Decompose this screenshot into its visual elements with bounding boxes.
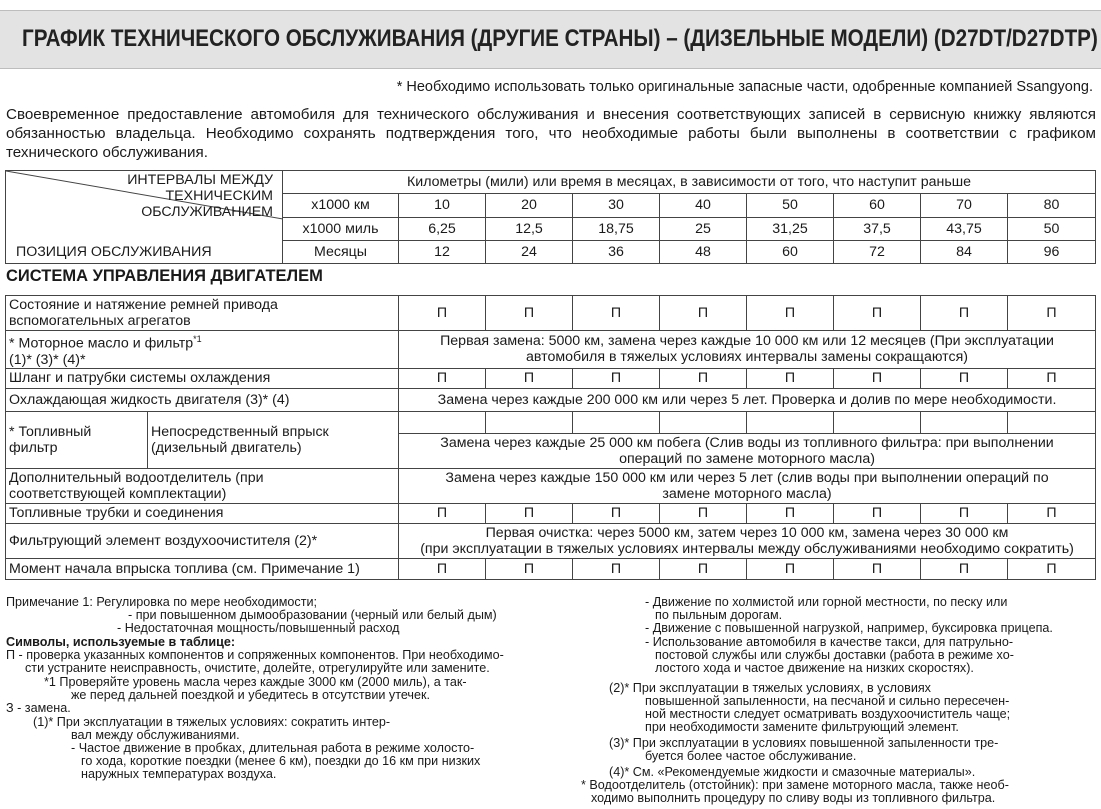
miles-value: 50 xyxy=(1008,217,1096,240)
check-mark: П xyxy=(573,558,660,579)
fuel-sub-label-1: Непосредственный впрыск xyxy=(151,423,329,440)
miles-value: 43,75 xyxy=(921,217,1008,240)
row-label-months: Месяцы xyxy=(283,240,399,263)
note-line: - Движение по холмистой или горной местности, по песку или xyxy=(645,595,1008,609)
belt-label-1: Состояние и натяжение ремней привода xyxy=(9,297,278,313)
section-title: СИСТЕМА УПРАВЛЕНИЯ ДВИГАТЕЛЕМ xyxy=(6,267,323,285)
note-line: З - замена. xyxy=(6,701,71,715)
months-value: 96 xyxy=(1008,240,1096,263)
check-mark: П xyxy=(486,296,573,331)
note-line: сти устраните неисправность, очистите, долейте, отрегулируйте или замените. xyxy=(25,661,490,675)
note-line: - Использование автомобиля в качестве такси, для патрульно- xyxy=(645,635,1014,649)
km-value: 50 xyxy=(747,194,834,217)
table-row xyxy=(6,388,1096,411)
table-row xyxy=(6,368,1096,388)
intro-paragraph: Своевременное предоставление автомобиля для технического обслуживания и внесения соответствующих записей в сервисную книжку являются обязанностью владельца. Необходимо сохранять подтверждения того, что необходимые работы были выполнены в соответствии с графиком технического обслуживания. xyxy=(6,106,1096,161)
miles-value: 18,75 xyxy=(573,217,660,240)
check-mark: П xyxy=(747,503,834,523)
header-corner-cell xyxy=(6,171,283,264)
note-line: наружных температурах воздуха. xyxy=(81,767,277,781)
check-mark: П xyxy=(573,503,660,523)
empty-cell xyxy=(834,411,921,433)
corner-bottom-label: ПОЗИЦИЯ ОБСЛУЖИВАНИЯ xyxy=(16,244,212,260)
months-value: 24 xyxy=(486,240,573,263)
note-line: (2)* При эксплуатации в тяжелых условиях, в условиях xyxy=(609,681,931,695)
note-line: (1)* При эксплуатации в тяжелых условиях: сократить интер- xyxy=(33,715,391,729)
km-value: 20 xyxy=(486,194,573,217)
check-mark: П xyxy=(747,368,834,388)
schedule-table xyxy=(5,295,1096,580)
note-line: - Движение с повышенной нагрузкой, например, буксировка прицепа. xyxy=(645,621,1053,635)
empty-cell xyxy=(399,411,486,433)
table-row xyxy=(6,523,1096,558)
oil-label-1: * Моторное масло и фильтр xyxy=(9,335,194,352)
check-mark: П xyxy=(1008,368,1096,388)
empty-cell xyxy=(486,411,573,433)
check-mark: П xyxy=(747,558,834,579)
miles-value: 25 xyxy=(660,217,747,240)
empty-cell xyxy=(573,411,660,433)
check-mark: П xyxy=(660,503,747,523)
check-mark: П xyxy=(747,296,834,331)
note-line: го хода, короткие поездки (менее 6 км), поездки до 16 км при низких xyxy=(81,754,481,768)
separator-label-1: Дополнительный водоотделитель (при xyxy=(9,469,264,486)
check-mark: П xyxy=(399,558,486,579)
check-mark: П xyxy=(660,558,747,579)
pipes-label: Топливные трубки и соединения xyxy=(6,503,399,523)
km-value: 70 xyxy=(921,194,1008,217)
row-label-km: x1000 км xyxy=(283,194,399,217)
note-line: Примечание 1: Регулировка по мере необходимости; xyxy=(6,595,318,609)
note-line: буется более частое обслуживание. xyxy=(645,749,857,763)
separator-text-1: Замена через каждые 150 000 км или через 5 лет (слив воды при выполнении операций по xyxy=(445,469,1049,486)
check-mark: П xyxy=(1008,558,1096,579)
note-line: - Частое движение в пробках, длительная работа в режиме холосто- xyxy=(71,741,475,755)
separator-text-2: замене моторного масла) xyxy=(662,485,832,502)
check-mark: П xyxy=(486,558,573,579)
check-mark: П xyxy=(921,296,1008,331)
months-value: 36 xyxy=(573,240,660,263)
note-line: ной местности следует осматривать воздухоочиститель чаще; xyxy=(645,707,1011,721)
belt-label-2: вспомогательных агрегатов xyxy=(9,313,191,329)
km-value: 30 xyxy=(573,194,660,217)
miles-value: 37,5 xyxy=(834,217,921,240)
miles-value: 12,5 xyxy=(486,217,573,240)
table-row xyxy=(6,503,1096,523)
check-mark: П xyxy=(1008,503,1096,523)
check-mark: П xyxy=(660,368,747,388)
air-filter-text-2: (при эксплуатации в тяжелых условиях интервалы между обслуживаниями необходимо сократить) xyxy=(420,540,1074,557)
check-mark: П xyxy=(921,558,1008,579)
check-mark: П xyxy=(1008,296,1096,331)
oil-label-2: (1)* (3)* (4)* xyxy=(9,351,86,368)
table-row xyxy=(6,296,1096,331)
check-mark: П xyxy=(399,503,486,523)
km-value: 80 xyxy=(1008,194,1096,217)
note-line: же перед дальней поездкой и убедитесь в отсутствии утечек. xyxy=(71,688,430,702)
coolant-text: Замена через каждые 200 000 км или через 5 лет. Проверка и долив по мере необходимости. xyxy=(399,388,1096,411)
km-value: 10 xyxy=(399,194,486,217)
miles-value: 6,25 xyxy=(399,217,486,240)
months-value: 12 xyxy=(399,240,486,263)
symbols-heading: Символы, используемые в таблице: xyxy=(6,635,236,649)
empty-cell xyxy=(747,411,834,433)
coolant-label: Охлаждающая жидкость двигателя (3)* (4) xyxy=(6,388,399,411)
corner-top-label-2: ТЕХНИЧЕСКИМ xyxy=(165,188,273,204)
check-mark: П xyxy=(660,296,747,331)
air-filter-text-1: Первая очистка: через 5000 км, затем через 10 000 км, замена через 30 000 км xyxy=(485,524,1009,541)
corner-top-label-3: ОБСЛУЖИВАНИЕМ xyxy=(141,204,273,220)
note-line: (4)* См. «Рекомендуемые жидкости и смазочные материалы». xyxy=(609,765,976,779)
separator-label-2: соответствующей комплектации) xyxy=(9,485,227,502)
oil-text-1: Первая замена: 5000 км, замена через каждые 10 000 км или 12 месяцев (При эксплуатации xyxy=(440,333,1054,350)
note-line: *1 Проверяйте уровень масла через каждые 3000 км (2000 миль), а так- xyxy=(44,675,467,689)
interval-header-table xyxy=(5,170,1096,264)
note-line: при необходимости замените фильтрующий элемент. xyxy=(645,720,959,734)
note-line: - Недостаточная мощность/повышенный расход xyxy=(117,621,400,635)
check-mark: П xyxy=(573,296,660,331)
km-value: 60 xyxy=(834,194,921,217)
note-line: - при повышенном дымообразовании (черный или белый дым) xyxy=(128,608,497,622)
check-mark: П xyxy=(486,368,573,388)
oil-footnote-mark: *1 xyxy=(193,334,202,344)
hose-label: Шланг и патрубки системы охлаждения xyxy=(6,368,399,388)
corner-top-label-1: ИНТЕРВАЛЫ МЕЖДУ xyxy=(127,172,273,188)
title-bar xyxy=(0,10,1101,69)
check-mark: П xyxy=(399,368,486,388)
months-value: 48 xyxy=(660,240,747,263)
check-mark: П xyxy=(834,503,921,523)
note-line: П - проверка указанных компонентов и сопряженных компонентов. При необходимо- xyxy=(6,648,504,662)
interval-span-label: Километры (мили) или время в месяцах, в зависимости от того, что наступит раньше xyxy=(283,171,1096,194)
check-mark: П xyxy=(921,503,1008,523)
note-line: вал между обслуживаниями. xyxy=(71,728,240,742)
check-mark: П xyxy=(834,558,921,579)
note-line: лостого хода и частое движение на низких скоростях). xyxy=(655,661,974,675)
table-row xyxy=(6,411,1096,433)
air-filter-label: Фильтрующий элемент воздухоочистителя (2)* xyxy=(6,523,399,558)
parts-note: * Необходимо использовать только оригинальные запасные части, одобренные компанией Ssangyong. xyxy=(396,79,1093,95)
km-value: 40 xyxy=(660,194,747,217)
note-line: постовой службы или службы доставки (работа в режиме хо- xyxy=(655,648,1014,662)
injection-label: Момент начала впрыска топлива (см. Примечание 1) xyxy=(6,558,399,579)
table-row xyxy=(6,331,1096,369)
fuel-text-2: операций по замене моторного масла) xyxy=(619,450,875,467)
row-label-miles: x1000 миль xyxy=(283,217,399,240)
table-row xyxy=(6,468,1096,503)
fuel-text-1: Замена через каждые 25 000 км побега (Слив воды из топливного фильтра: при выполнении xyxy=(440,434,1054,451)
check-mark: П xyxy=(834,296,921,331)
check-mark: П xyxy=(834,368,921,388)
check-mark: П xyxy=(399,296,486,331)
note-line: (3)* При эксплуатации в условиях повышенной запыленности тре- xyxy=(609,736,999,750)
months-value: 60 xyxy=(747,240,834,263)
empty-cell xyxy=(1008,411,1096,433)
empty-cell xyxy=(921,411,1008,433)
page-title: ГРАФИК ТЕХНИЧЕСКОГО ОБСЛУЖИВАНИЯ (ДРУГИЕ СТРАНЫ) – (ДИЗЕЛЬНЫЕ МОДЕЛИ) (D27DT/D27DTP) xyxy=(22,25,1098,52)
note-line: повышенной запыленности, на песчаной и сильно пересечен- xyxy=(645,694,1010,708)
fuel-filter-label-1: * Топливный xyxy=(9,423,92,440)
oil-text-2: автомобиля в тяжелых условиях интервалы замены сокращаются) xyxy=(526,349,969,366)
note-line: по пыльным дорогам. xyxy=(655,608,783,622)
empty-cell xyxy=(660,411,747,433)
check-mark: П xyxy=(921,368,1008,388)
check-mark: П xyxy=(486,503,573,523)
note-line: * Водоотделитель (отстойник): при замене моторного масла, также необ- xyxy=(581,778,1009,792)
fuel-sub-label-2: (дизельный двигатель) xyxy=(151,439,302,456)
miles-value: 31,25 xyxy=(747,217,834,240)
note-line: ходимо выполнить процедуру по сливу воды из топливного фильтра. xyxy=(591,791,996,805)
months-value: 72 xyxy=(834,240,921,263)
months-value: 84 xyxy=(921,240,1008,263)
fuel-filter-label-2: фильтр xyxy=(9,439,58,456)
check-mark: П xyxy=(573,368,660,388)
table-row xyxy=(6,558,1096,579)
